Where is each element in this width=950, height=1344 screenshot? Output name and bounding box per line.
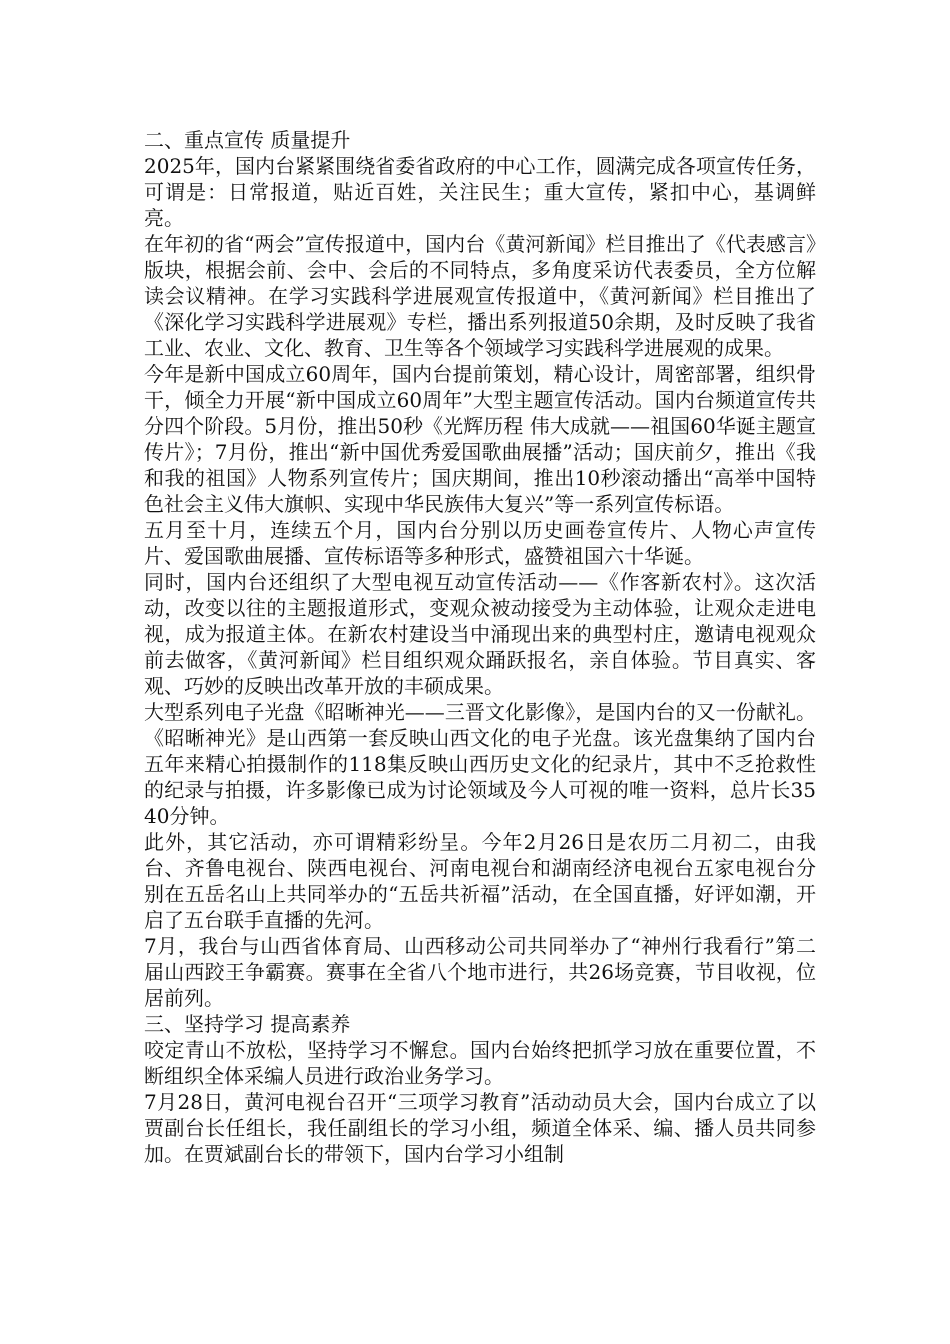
section-heading-3: 三、坚持学习 提高素养 xyxy=(144,1012,351,1036)
paragraph: 大型系列电子光盘《昭晰神光——三晋文化影像》，是国内台的又一份献礼。《昭晰神光》是山西第一套反映山西文化的电子光盘。该光盘集纳了国内台五年来精心拍摄制作的118集反映山西历史文化的纪录片，其中不乏抢救性的纪录与拍摄，许多影像已成为讨论领域及今人可视的唯一资料，总片长3540分钟。 xyxy=(144,700,816,828)
paragraph: 7月28日，黄河电视台召开“三项学习教育”活动动员大会，国内台成立了以贾副台长任组长，我任副组长的学习小组，频道全体采、编、播人员共同参加。在贾斌副台长的带领下，国内台学习小组制 xyxy=(144,1090,816,1166)
paragraph: 五月至十月，连续五个月，国内台分别以历史画卷宣传片、人物心声宣传片、爱国歌曲展播、宣传标语等多种形式，盛赞祖国六十华诞。 xyxy=(144,518,816,568)
paragraph: 同时，国内台还组织了大型电视互动宣传活动——《作客新农村》。这次活动，改变以往的主题报道形式，变观众被动接受为主动体验，让观众走进电视，成为报道主体。在新农村建设当中涌现出来的典型村庄，邀请电视观众前去做客，《黄河新闻》栏目组织观众踊跃报名，亲自体验。节目真实、客观、巧妙的反映出改革开放的丰硕成果。 xyxy=(144,570,816,698)
paragraph: 7月，我台与山西省体育局、山西移动公司共同举办了“神州行我看行”第二届山西跤王争霸赛。赛事在全省八个地市进行，共26场竞赛，节目收视，位居前列。 xyxy=(144,934,816,1010)
paragraph: 此外，其它活动，亦可谓精彩纷呈。今年2月26日是农历二月初二，由我台、齐鲁电视台、陕西电视台、河南电视台和湖南经济电视台五家电视台分别在五岳名山上共同举办的“五岳共祈福”活动，在全国直播，好评如潮，开启了五台联手直播的先河。 xyxy=(144,830,816,932)
paragraph: 在年初的省“两会”宣传报道中，国内台《黄河新闻》栏目推出了《代表感言》版块，根据会前、会中、会后的不同特点，多角度采访代表委员，全方位解读会议精神。在学习实践科学进展观宣传报道中，《黄河新闻》栏目推出了《深化学习实践科学进展观》专栏，播出系列报道50余期，及时反映了我省工业、农业、文化、教育、卫生等各个领域学习实践科学进展观的成果。 xyxy=(144,232,816,360)
paragraph: 今年是新中国成立60周年，国内台提前策划，精心设计，周密部署，组织骨干，倾全力开展“新中国成立60周年”大型主题宣传活动。国内台频道宣传共分四个阶段。5月份，推出50秒《光辉历程 伟大成就——祖国60华诞主题宣传片》；7月份，推出“新中国优秀爱国歌曲展播”活动；国庆前夕，推出《我和我的祖国》人物系列宣传片；国庆期间，推出10秒滚动播出“高举中国特色社会主义伟大旗帜、实现中华民族伟大复兴”等一系列宣传标语。 xyxy=(144,362,816,516)
paragraph: 2025年，国内台紧紧围绕省委省政府的中心工作，圆满完成各项宣传任务，可谓是：日常报道，贴近百姓，关注民生；重大宣传，紧扣中心，基调鲜亮。 xyxy=(144,154,816,230)
document-page xyxy=(144,127,816,1167)
section-heading-2: 二、重点宣传 质量提升 xyxy=(144,128,351,152)
paragraph: 咬定青山不放松，坚持学习不懈怠。国内台始终把抓学习放在重要位置，不断组织全体采编人员进行政治业务学习。 xyxy=(144,1038,816,1088)
